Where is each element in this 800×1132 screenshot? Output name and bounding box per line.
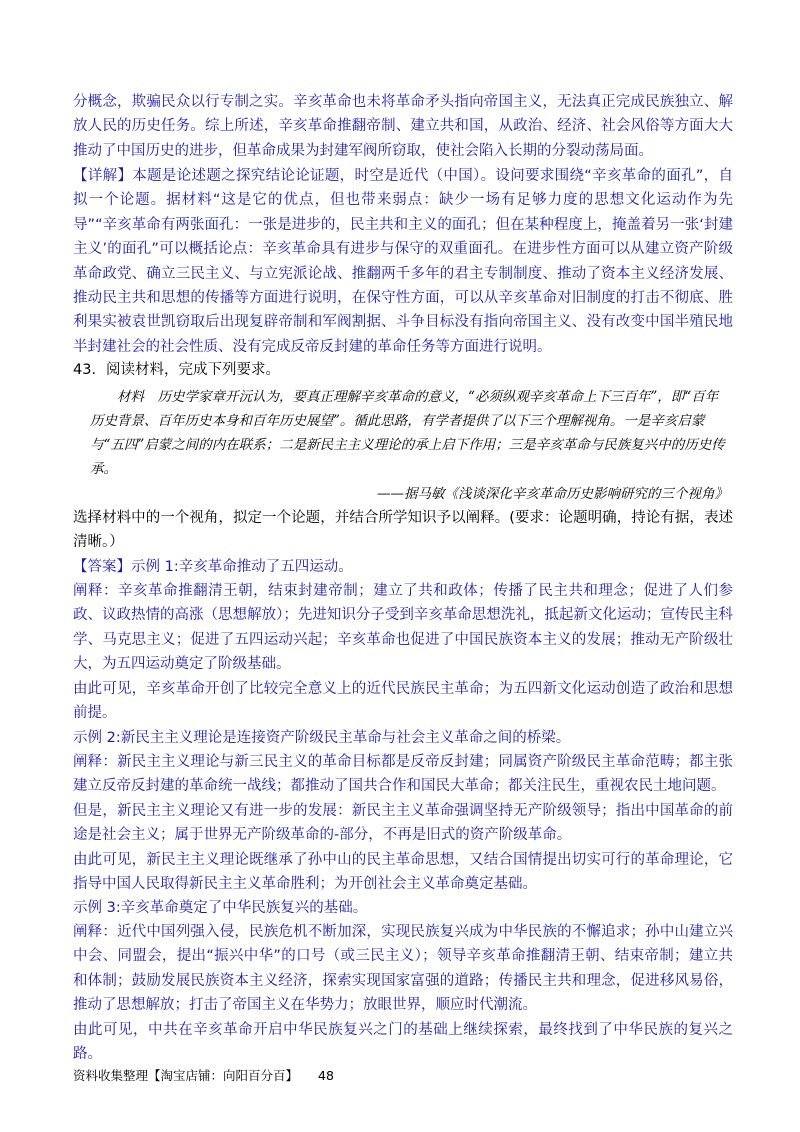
example-1-explanation: 阐释：辛亥革命推翻清王朝，结束封建帝制；建立了共和政体；传播了民主共和理念；促进了人们参政、议政热情的高涨（思想解放）；先进知识分子受到辛亥革命思想洗礼，抵起新文化运动；宣传民主科学、马克思主义；促进了五四运动兴起；辛亥革命也促进了中国民族资本主义的发展；推动无产阶级壮大，为五四运动奠定了阶级基础。	[73, 583, 733, 673]
footer-source: 资料收集整理【淘宝店铺：向阳百分百】	[73, 1068, 299, 1083]
question-requirement: 选择材料中的一个视角，拟定一个论题，并结合所学知识予以阐释。(要求：论题明确，持论有据，表述清晰。）	[73, 510, 733, 551]
page-number: 48	[318, 1068, 334, 1083]
intro-paragraph: 分概念，欺骗民众以行专制之实。辛亥革命也未将革命矛头指向帝国主义，无法真正完成民族独立、解放人民的历史任务。综上所述，辛亥革命推翻帝制、建立共和国，从政治、经济、社会风俗等方面大大推动了中国历史的进步，但革命成果为封建军阀所窃取，使社会陷入长期的分裂动荡局面。	[73, 94, 733, 159]
question-43: 43．阅读材料，完成下列要求。	[73, 362, 280, 378]
answer-example-1: 【答案】示例 1:辛亥革命推动了五四运动。	[73, 559, 353, 575]
example-3-explanation: 阐释：近代中国列强入侵，民族危机不断加深，实现民族复兴成为中华民族的不懈追求；孙中山建立兴中会、同盟会，提出“振兴中华”的口号（或三民主义）；领导辛亥革命推翻清王朝、结束帝制；建立共和体制；鼓励发展民族资本主义经济，探索实现国家富强的道路；传播民主共和理念，促进移风易俗，推动了思想解放；打击了帝国主义在华势力；放眼世界，顺应时代潮流。	[73, 924, 733, 1014]
example-3-title: 示例 3:辛亥革命奠定了中华民族复兴的基础。	[73, 900, 368, 916]
example-2-further: 但是，新民主主义理论又有进一步的发展：新民主主义革命强调坚持无产阶级领导；指出中国革命的前途是社会主义；属于世界无产阶级革命的-部分，不再是旧式的资产阶级革命。	[73, 803, 733, 844]
example-2-explanation: 阐释：新民主主义理论与新三民主义的革命目标都是反帝反封建；同属资产阶级民主革命范畴；都主张建立反帝反封建的革命统一战线；都推动了国共合作和国民大革命；都关注民生，重视农民土地问题。	[73, 754, 733, 795]
detail-paragraph: 【详解】本题是论述题之探究结论论证题，时空是近代（中国）。设问要求围绕“辛亥革命的面孔”，自拟一个论题。据材料“这是它的优点，但也带来弱点：缺少一场有足够力度的思想文化运动作为先导”“辛亥革命有两张面孔：一张是进步的，民主共和主义的面孔；但在某种程度上，掩盖着另一张‘封建主义’的面孔”可以概括论点：辛亥革命具有进步与保守的双重面孔。在进步性方面可以从建立资产阶级革命政党、确立三民主义、与立宪派论战、推翻两千多年的君主专制制度、推动了资本主义经济发展、推动民主共和思想的传播等方面进行说明，在保守性方面，可以从辛亥革命对旧制度的打击不彻底、胜利果实被袁世凯窃取后出现复辟帝制和军阀割据、斗争目标没有指向帝国主义、没有改变中国半殖民地半封建社会的社会性质、没有完成反帝反封建的革命任务等方面进行说明。	[73, 168, 733, 355]
example-1-conclusion: 由此可见，辛亥革命开创了比较完全意义上的近代民族民主革命；为五四新文化运动创造了政治和思想前提。	[73, 681, 733, 722]
page-footer	[73, 1066, 350, 1084]
example-3-conclusion: 由此可见，中共在辛亥革命开启中华民族复兴之门的基础上继续探索，最终找到了中华民族的复兴之路。	[73, 1022, 733, 1063]
example-2-title: 示例 2:新民主主义理论是连接资产阶级民主革命与社会主义革命之间的桥梁。	[73, 730, 571, 746]
material-citation: ——据马敏《浅谈深化辛亥革命历史影响研究的三个视角》	[377, 486, 728, 502]
material-text: 材料 历史学家章开沅认为，要真正理解辛亥革命的意义，“必须纵观辛亥革命上下三百年”，即“百年历史背景、百年历史本身和百年历史展望”。循此思路，有学者提供了以下三个理解视角。一是辛亥启蒙与“五四”启蒙之间的内在联系；二是新民主主义理论的承上启下作用；三是辛亥革命与民族复兴中的历史传承。	[90, 389, 725, 477]
example-2-conclusion: 由此可见，新民主主义理论既继承了孙中山的民主革命思想，又结合国情提出切实可行的革命理论，它指导中国人民取得新民主主义革命胜利；为开创社会主义革命奠定基础。	[73, 852, 733, 893]
